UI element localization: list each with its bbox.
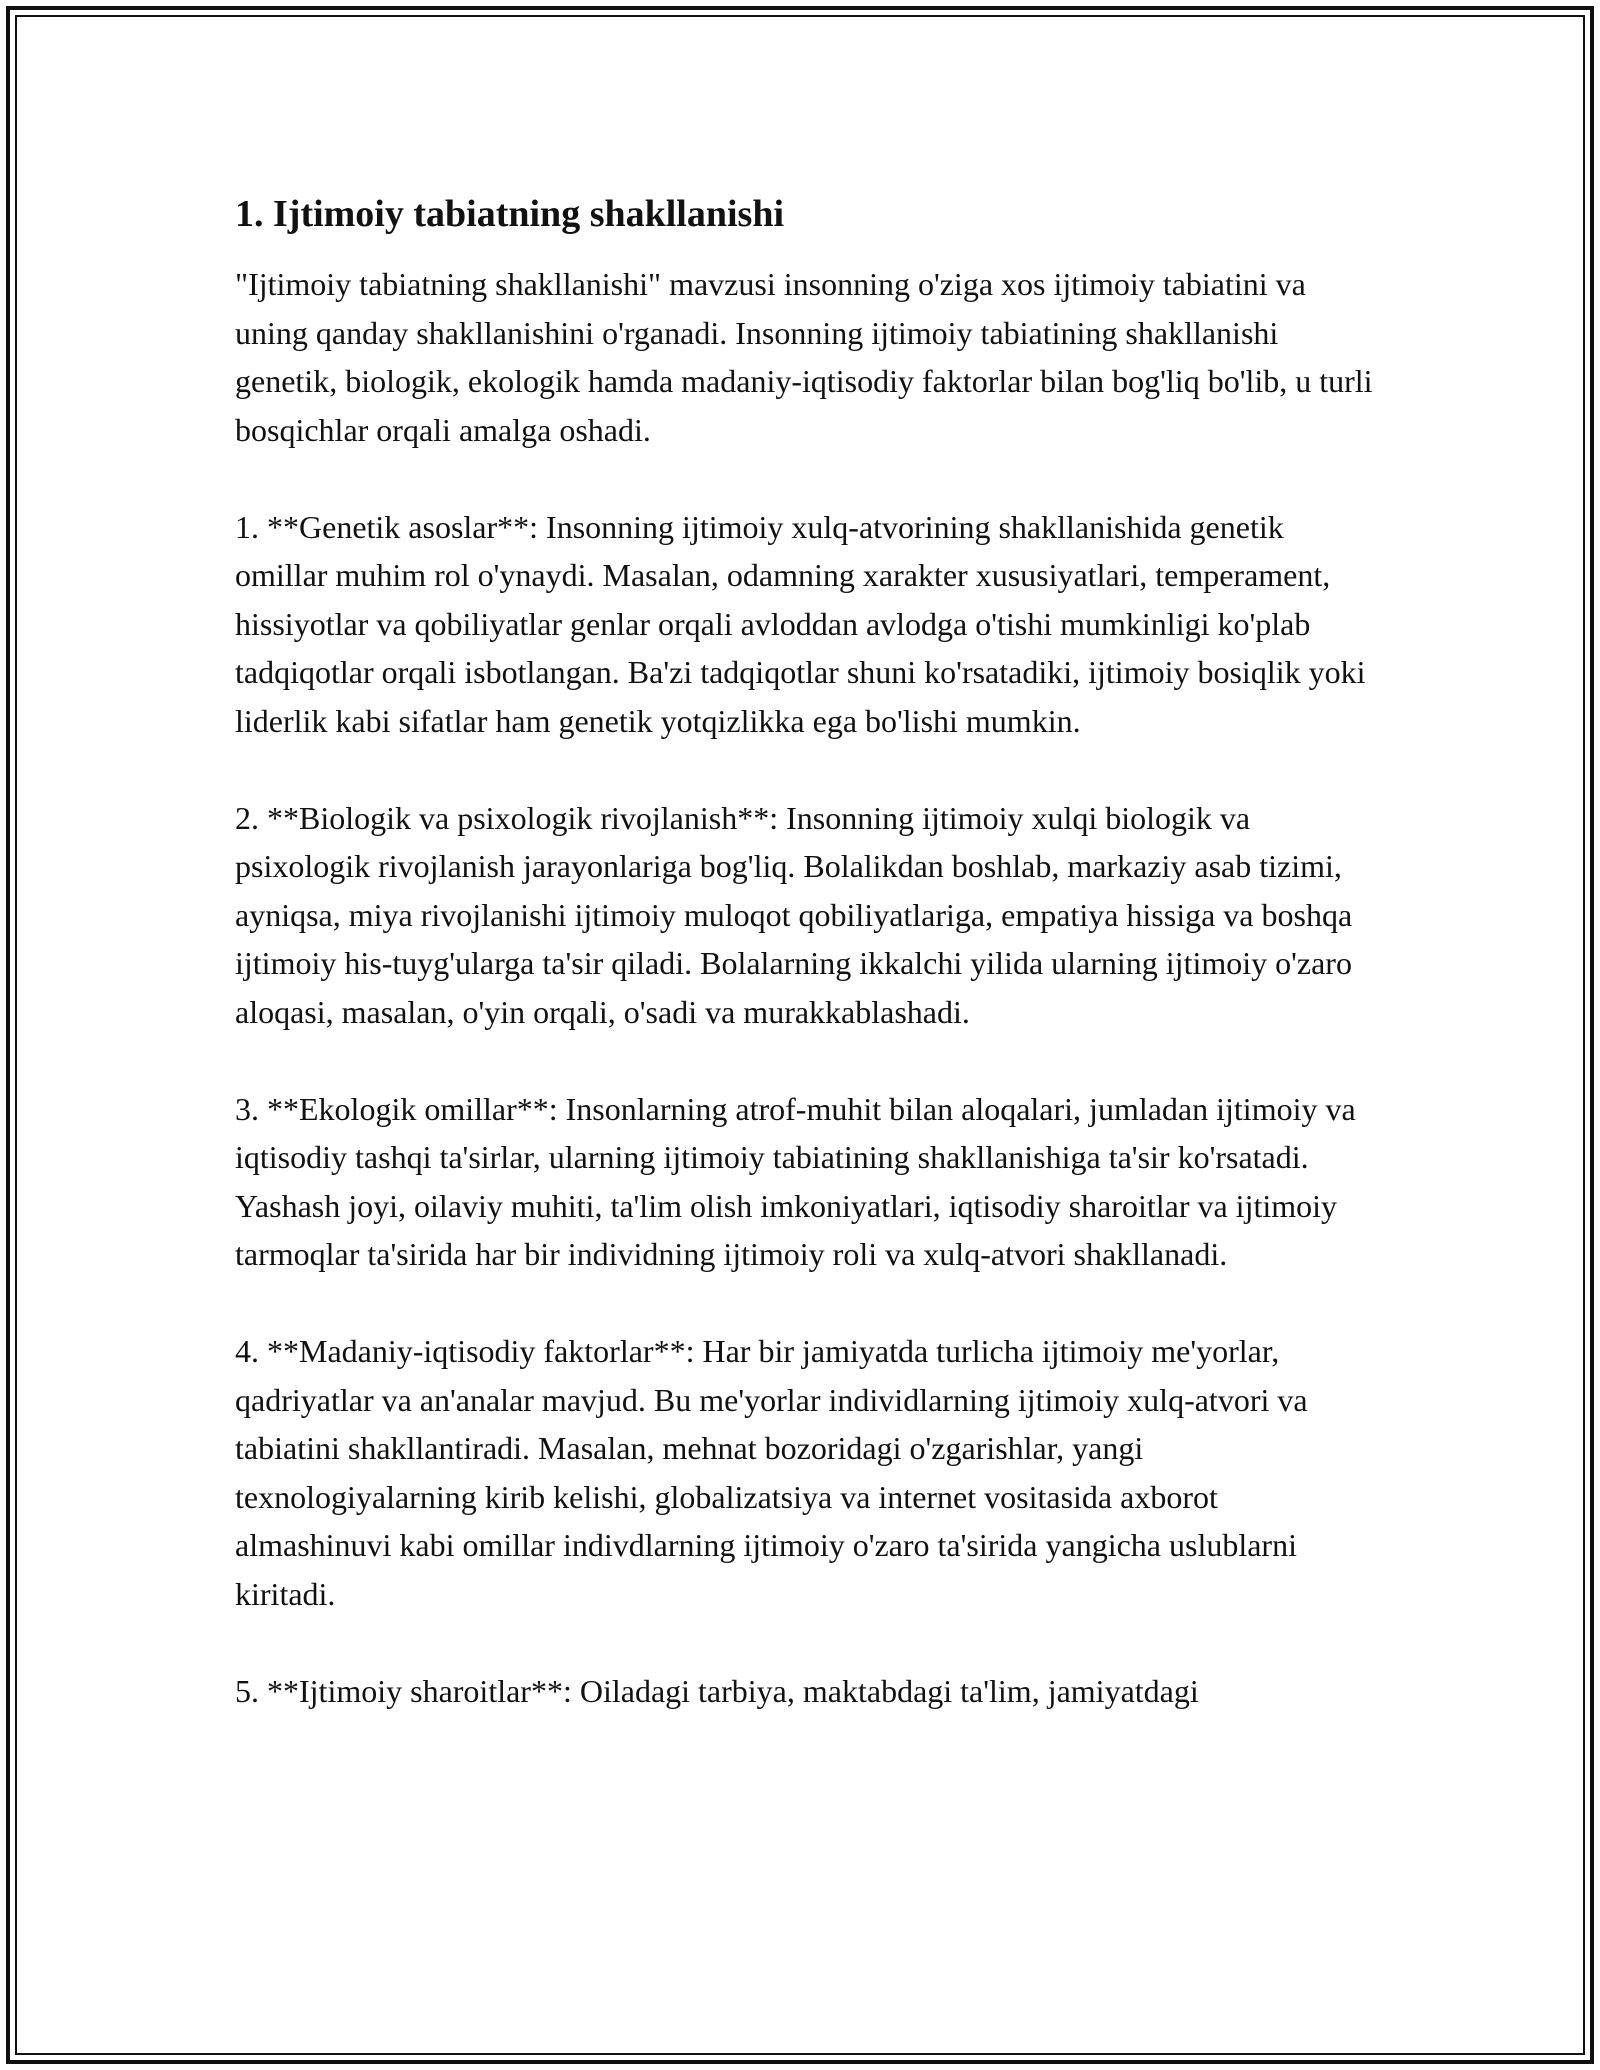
- paragraph-biological: 2. **Biologik va psixologik rivojlanish**: Insonning ijtimoiy xulqi biologik va psixologik rivojlanish jarayonlariga bog'liq. Bolalikdan boshlab, markaziy asab tizimi, ayniqsa, miya rivojlanishi ijtimoiy muloqot qobiliyatlariga, empatiya hissiga va boshqa ijtimoiy his-tuyg'ularga ta'sir qiladi. Bolalarning ikkalchi yilida ularning ijtimoiy o'zaro aloqasi, masalan, o'yin orqali, o'sadi va murakkablashadi.: [235, 799, 1353, 1030]
- paragraph-cultural: 4. **Madaniy-iqtisodiy faktorlar**: Har bir jamiyatda turlicha ijtimoiy me'yorlar, qadriyatlar va an'analar mavjud. Bu me'yorlar individlarning ijtimoiy xulq-atvori va tabiatini shakllantiradi. Masalan, mehnat bozoridagi o'zgarishlar, yangi texnologiyalarning kirib kelishi, globalizatsiya va internet vositasida axborot almashinuvi kabi omillar indivdlarning ijtimoiy o'zaro ta'sirida yangicha uslublarni kiritadi.: [235, 1333, 1308, 1612]
- paragraph-social: 5. **Ijtimoiy sharoitlar**: Oiladagi tarbiya, maktabdagi ta'lim, jamiyatdagi: [235, 1672, 1199, 1709]
- paragraph-ecological: 3. **Ekologik omillar**: Insonlarning atrof-muhit bilan aloqalari, jumladan ijtimoiy va iqtisodiy tashqi ta'sirlar, ularning ijtimoiy tabiatining shakllanishiga ta'sir ko'rsatadi. Yashash joyi, oilaviy muhiti, ta'lim olish imkoniyatlari, iqtisodiy sharoitlar va ijtimoiy tarmoqlar ta'sirida har bir individning ijtimoiy roli va xulq-atvori shakllanadi.: [235, 1090, 1356, 1272]
- paragraph-genetic: 1. **Genetik asoslar**: Insonning ijtimoiy xulq-atvorining shakllanishida genetik omillar muhim rol o'ynaydi. Masalan, odamning xarakter xususiyatlari, temperament, hissiyotlar va qobiliyatlar genlar orqali avloddan avlodga o'tishi mumkinligi ko'plab tadqiqotlar orqali isbotlangan. Ba'zi tadqiqotlar shuni ko'rsatadiki, ijtimoiy bosiqlik yoki liderlik kabi sifatlar ham genetik yotqizlikka ega bo'lishi mumkin.: [235, 508, 1366, 739]
- document-title: 1. Ijtimoiy tabiatning shakllanishi: [235, 193, 785, 235]
- paragraph-intro: "Ijtimoiy tabiatning shakllanishi" mavzusi insonning o'ziga xos ijtimoiy tabiatini va uning qanday shakllanishini o'rganadi. Insonning ijtimoiy tabiatining shakllanishi genetik, biologik, ekologik hamda madaniy-iqtisodiy faktorlar bilan bog'liq bo'lib, u turli bosqichlar orqali amalga oshadi.: [235, 266, 1373, 448]
- document-body: [235, 186, 1375, 1764]
